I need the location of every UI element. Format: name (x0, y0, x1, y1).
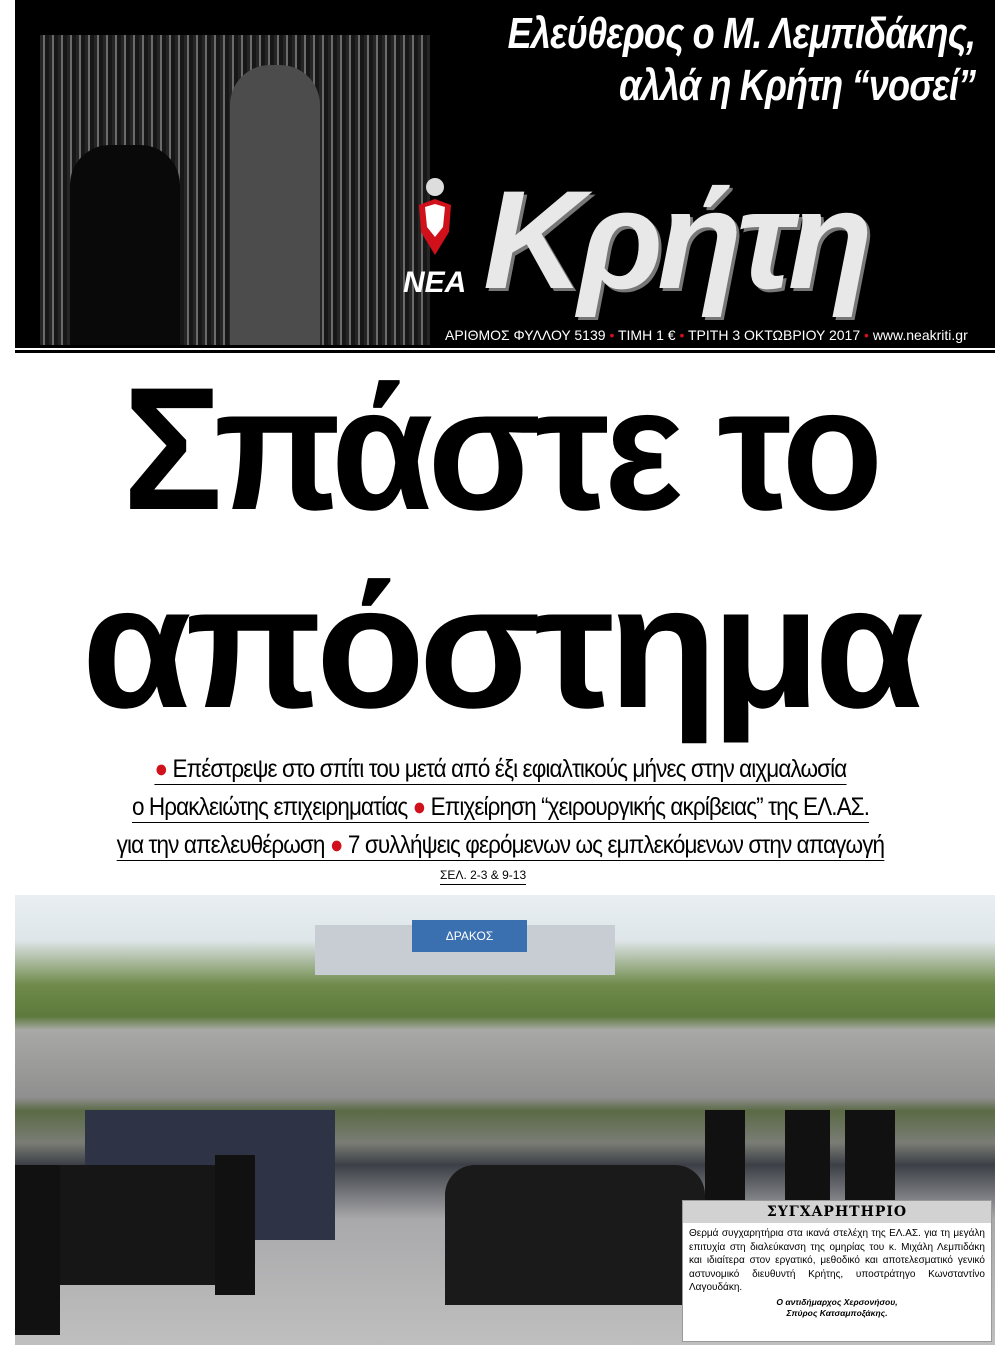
separator-dot-icon: • (609, 327, 615, 343)
box-body: Θερμά συγχαρητήρια στα ικανά στελέχη της ΕΛ.ΑΣ. για τη μεγάλη επιτυχία στη διαλεύκανση της ομηρίας του κ. Μιχάλη Λεμπιδάκη και ιδιαίτερα στον εργατικό, μεθοδικό και αποτελεσματικό γενικό αστυνομικό διευθυντή Κρήτης, υποστράτηγο Κωνσταντίνο Λαγουδάκη. (689, 1228, 985, 1293)
bullet-icon: ● (329, 831, 343, 859)
subheadlines (0, 750, 1000, 864)
congratulations-box (682, 1200, 992, 1342)
website-link[interactable]: www.neakriti.gr (872, 327, 968, 343)
date: ΤΡΙΤΗ 3 ΟΚΤΩΒΡΙΟΥ 2017 (688, 327, 861, 343)
main-headline-line1[interactable]: Σπάστε το (122, 352, 878, 547)
top-headline-line1: Ελεύθερος ο Μ. Λεμπιδάκης, (507, 9, 975, 58)
signature-name: Σπύρος Κατσαμποξάκης. (786, 1307, 888, 1318)
box-title: ΣΥΓΧΑΡΗΤΗΡΙΟ (683, 1201, 991, 1223)
masthead-band (15, 0, 995, 348)
issue-number: ΑΡΙΘΜΟΣ ΦΥΛΛΟΥ 5139 (445, 327, 606, 343)
logo-title: Κρήτη (483, 161, 868, 318)
top-photo (40, 35, 430, 345)
main-headline-line2[interactable]: απόστημα (81, 550, 919, 745)
separator-dot-icon: • (679, 327, 685, 343)
signature-title: Ο αντιδήμαρχος Χερσονήσου, (776, 1296, 898, 1307)
price: ΤΙΜΗ 1 € (617, 327, 676, 343)
subhead-line: ο Ηρακλειώτης επιχειρηματίας ● Επιχείρηση “χειρουργικής ακρίβειας” της ΕΛ.ΑΣ. (131, 793, 869, 821)
top-headline[interactable] (507, 8, 975, 112)
box-signature (683, 1297, 991, 1319)
info-bar (445, 327, 968, 344)
logo (403, 161, 993, 318)
bullet-icon: ● (412, 793, 425, 821)
bullet-icon: ● (154, 755, 167, 783)
separator-dot-icon: • (864, 327, 869, 343)
page-reference: ΣΕΛ. 2-3 & 9-13 (440, 868, 526, 885)
logo-prefix: ΝΕΑ (403, 266, 467, 299)
pen-logo-icon (415, 177, 455, 257)
photo-sign: ΔΡΑΚΟΣ (412, 920, 527, 952)
subhead-line: για την απελευθέρωση ● 7 συλλήψεις φερόμενων ως εμπλεκόμενων στην απαγωγή (116, 831, 884, 859)
subhead-line: ● Επέστρεψε στο σπίτι του μετά από έξι εφιαλτικούς μήνες στην αιχμαλωσία (154, 755, 846, 783)
top-headline-line2: αλλά η Κρήτη “νοσεί” (618, 61, 975, 110)
